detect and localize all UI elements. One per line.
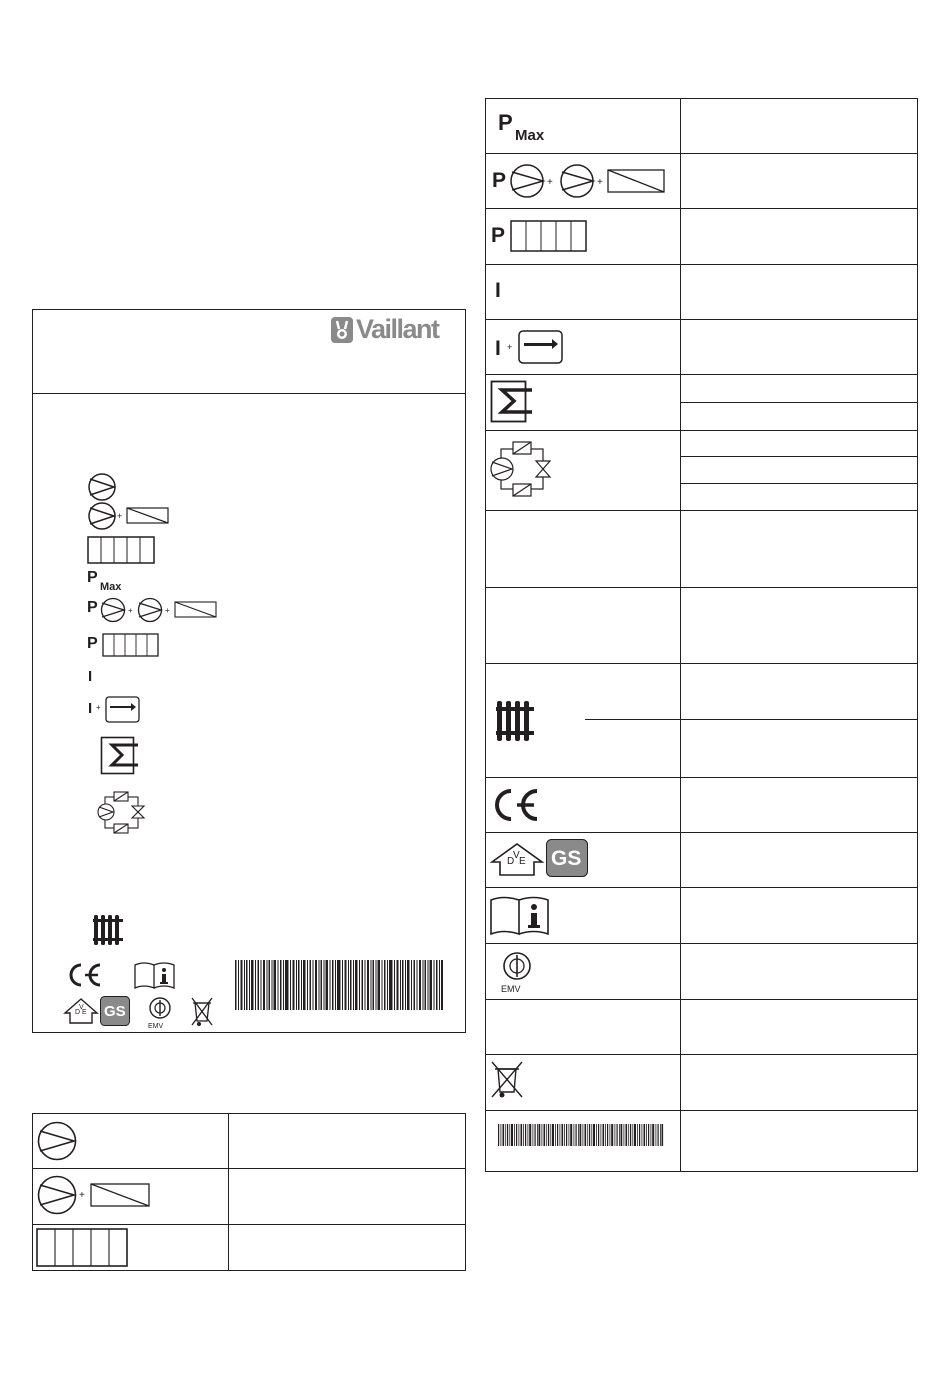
- table-row-divider: [32, 1168, 466, 1169]
- svg-text:+: +: [117, 511, 123, 521]
- svg-text:+: +: [597, 177, 603, 188]
- current-plus-startup-icon: [87, 696, 147, 724]
- vde-mark-icon: [489, 841, 545, 877]
- brand-name: Vaillant: [356, 314, 439, 344]
- barcode-icon: [235, 960, 443, 1010]
- table-row-divider: [485, 1110, 918, 1111]
- gs-letters: GS: [551, 847, 582, 870]
- pump-plus-heater-icon: [87, 501, 171, 531]
- table-row-divider: [32, 1224, 466, 1225]
- table-column-divider: [680, 98, 681, 1172]
- vaillant-logo: [330, 316, 450, 346]
- p-letter: P: [87, 599, 98, 616]
- table-row-divider: [485, 153, 918, 154]
- vde-d-letter: D: [75, 1009, 81, 1016]
- ce-mark-icon: [64, 962, 104, 988]
- plus-sign: +: [507, 342, 513, 352]
- compressor-block-icon: [510, 220, 588, 252]
- manual-info-icon: [133, 960, 177, 990]
- weee-bin-icon: [190, 996, 214, 1028]
- table-row-divider: [485, 999, 918, 1000]
- weee-bin-icon: [490, 1060, 524, 1100]
- plus-sign: +: [96, 703, 101, 712]
- refrigerant-circuit-icon: [96, 790, 148, 836]
- table-row-divider: [485, 1054, 918, 1055]
- compressor-block-icon: [87, 536, 157, 564]
- vde-e-letter: E: [82, 1009, 87, 1016]
- emv-mark-icon: [497, 950, 537, 994]
- i-letter: I: [495, 337, 501, 360]
- table-row-divider: [485, 264, 918, 265]
- table-subrow-divider: [680, 402, 918, 403]
- emv-mark-icon: [145, 996, 175, 1030]
- table-row-divider: [485, 510, 918, 511]
- hare-icon: [330, 316, 354, 344]
- pump-pump-heater-icon: [509, 163, 669, 199]
- table-row-divider: [485, 587, 918, 588]
- pump-icon: [36, 1120, 78, 1162]
- p-max-label: [87, 569, 137, 597]
- max-subscript: Max: [100, 581, 122, 593]
- svg-text:+: +: [128, 606, 133, 615]
- table-row-divider: [485, 430, 918, 431]
- vde-e-letter: E: [519, 856, 526, 867]
- p-compressor-block-icon: [491, 220, 591, 254]
- gs-letters: GS: [104, 1003, 126, 1020]
- p-letter: P: [492, 169, 507, 192]
- current-icon: I: [495, 279, 501, 302]
- current-plus-startup-icon: [494, 330, 569, 366]
- vde-mark-icon: [62, 996, 100, 1026]
- table-row-divider: [485, 663, 918, 664]
- table-row-divider: [485, 777, 918, 778]
- compressor-block-icon: [102, 633, 160, 657]
- table-row-divider: [485, 887, 918, 888]
- table-row-divider: [485, 208, 918, 209]
- gs-mark-icon: [546, 839, 588, 877]
- table-column-divider: [228, 1113, 229, 1271]
- heat-exchanger-icon: [100, 736, 140, 776]
- pump-pump-heater-icon: [100, 597, 222, 623]
- p-letter: P: [498, 110, 513, 135]
- gs-mark-icon: [100, 996, 130, 1026]
- table-subrow-divider: [585, 719, 918, 720]
- table-subrow-divider: [680, 483, 918, 484]
- ce-mark-icon: [489, 787, 541, 823]
- table-subrow-divider: [680, 456, 918, 457]
- svg-text:+: +: [547, 177, 553, 188]
- table-row-divider: [485, 832, 918, 833]
- plate-header-divider: [32, 393, 466, 394]
- pump-icon: [87, 472, 117, 502]
- p-letter: P: [491, 224, 506, 247]
- radiator-icon: [91, 914, 125, 946]
- pump-plus-heater-icon: [36, 1174, 154, 1216]
- startup-current-icon: [105, 696, 141, 724]
- max-subscript: Max: [515, 127, 545, 144]
- table-row-divider: [485, 943, 918, 944]
- vde-v-letter: V: [79, 1004, 84, 1011]
- radiator-icon: [494, 700, 536, 742]
- p-letter: P: [87, 569, 98, 586]
- emv-text: EMV: [148, 1023, 164, 1030]
- emv-text: EMV: [501, 984, 521, 994]
- i-letter: I: [88, 700, 93, 717]
- barcode-icon: [498, 1124, 663, 1146]
- current-icon: I: [88, 668, 93, 685]
- manual-info-icon: [489, 894, 551, 936]
- table-row-divider: [485, 319, 918, 320]
- table-row-divider: [485, 374, 918, 375]
- p-pump-pump-heater-icon: [87, 597, 222, 623]
- p-letter: P: [87, 635, 98, 652]
- svg-text:+: +: [165, 606, 170, 615]
- svg-text:+: +: [79, 1190, 85, 1201]
- startup-current-icon: [518, 330, 564, 366]
- legend-table-right: [485, 98, 918, 1172]
- refrigerant-circuit-icon: [489, 440, 553, 498]
- compressor-block-icon: [36, 1228, 130, 1268]
- p-compressor-block-icon: [87, 632, 162, 658]
- p-pump-pump-heater-icon: [492, 163, 672, 199]
- p-max-label: [498, 110, 568, 148]
- vde-d-letter: D: [507, 856, 515, 867]
- heat-exchanger-icon: [490, 380, 534, 424]
- vde-v-letter: V: [513, 850, 520, 861]
